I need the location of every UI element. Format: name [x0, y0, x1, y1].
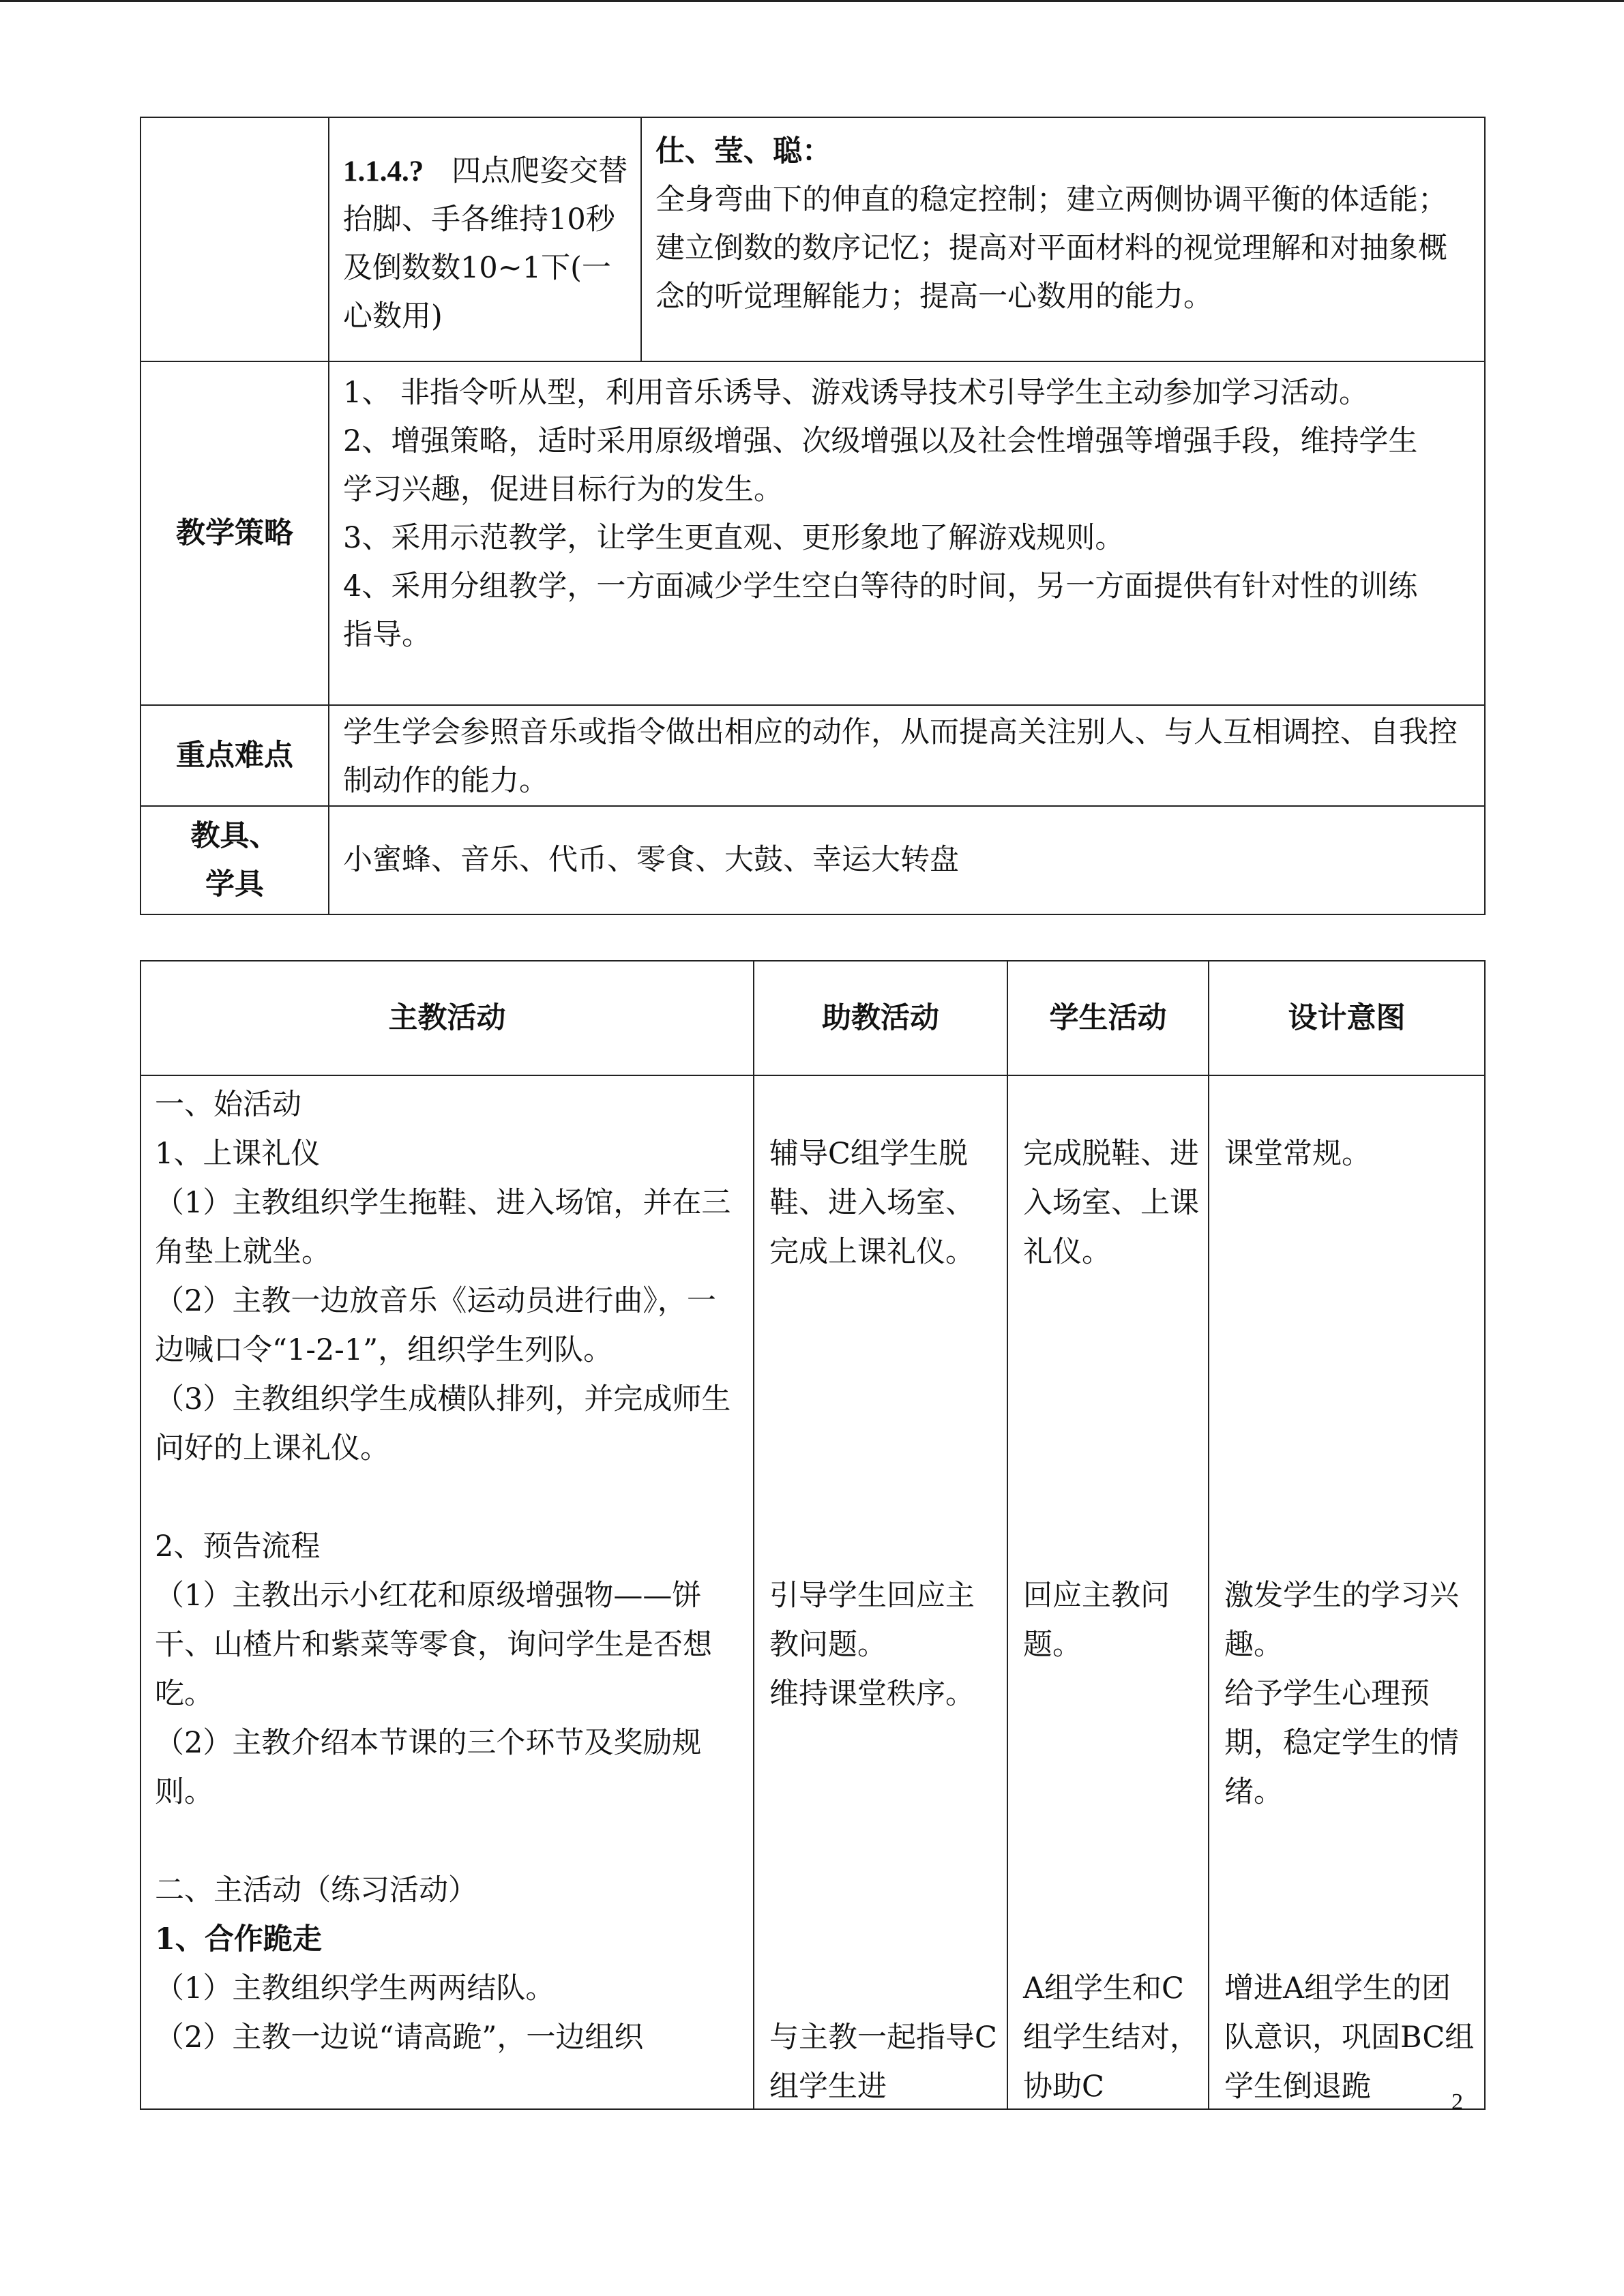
intent-line-2a: 激发学生的学习兴趣。 [1224, 1579, 1459, 1662]
key-points-row [141, 705, 1485, 806]
key-points-text: 学生学会参照音乐或指令做出相应的动作，从而提高关注别人、与人互相调控、自我控制动作的能力。 [329, 705, 1485, 806]
goal-students: 仕、莹、聪： [655, 134, 831, 168]
step-1-1-a: （1）主教组织学生拖鞋、进入场馆，并在三角垫上就坐。 [155, 1186, 731, 1269]
student-line-2: 回应主教问题。 [1023, 1579, 1170, 1662]
intent-line-1: 课堂常规。 [1224, 1137, 1371, 1171]
student-activity-cell [1007, 1075, 1209, 2109]
design-intent-cell [1209, 1075, 1485, 2109]
step-2-1-b: （2）主教一边说“请高跪”，一边组织 [155, 2021, 644, 2055]
step-class-etiquette: 1、上课礼仪 [155, 1137, 321, 1171]
step-preview: 2、预告流程 [155, 1530, 321, 1564]
section-main: 二、主活动（练习活动） [155, 1873, 477, 1907]
spacer [155, 1473, 741, 1522]
spacer [155, 1817, 741, 1866]
step-1-2-a: （1）主教出示小红花和原级增强物——饼干、山楂片和紫菜等零食，询问学生是否想吃。 [155, 1579, 712, 1711]
goals-label-cell [141, 117, 329, 361]
assistant-line-2b: 维持课堂秩序。 [769, 1677, 975, 1711]
intent-line-3: 增进A组学生的团队意识，巩固BC组学生倒退跪 [1224, 1971, 1475, 2104]
goal-cell [329, 117, 641, 361]
main-activity-cell [141, 1075, 754, 2109]
activity-body-row [141, 1075, 1485, 2109]
goals-row [141, 117, 1485, 361]
goal-text: 四点爬姿交替抬脚、手各维持10秒及倒数数10~1下(一心数用) [343, 154, 628, 333]
assistant-line-3: 与主教一起指导C组学生进 [769, 2021, 997, 2104]
activity-table [140, 960, 1486, 2110]
goal-detail-cell [641, 117, 1485, 361]
step-1-1-b: （2）主教一边放音乐《运动员进行曲》，一边喊口令“1-2-1”，组织学生列队。 [155, 1284, 716, 1367]
lesson-info-table [140, 117, 1486, 915]
strategy-label: 教学策略 [141, 361, 329, 705]
step-1-2-b: （2）主教介绍本节课的三个环节及奖励规则。 [155, 1726, 702, 1809]
strategy-item-4: 4、采用分组教学，一方面减少学生空白等待的时间，另一方面提供有针对性的训练指导。 [343, 569, 1418, 652]
activity-header-row [141, 961, 1485, 1075]
goal-content: 全身弯曲下的伸直的稳定控制；建立两侧协调平衡的体适能；建立倒数的数序记忆；提高对平面材料的视觉理解和对抽象概念的听觉理解能力；提高一心数用的能力。 [655, 183, 1447, 314]
student-line-1: 完成脱鞋、进入场室、上课礼仪。 [1023, 1137, 1199, 1269]
assistant-line-2a: 引导学生回应主教问题。 [769, 1579, 975, 1662]
tools-row [141, 806, 1485, 914]
strategy-item-3: 3、采用示范教学，让学生更直观、更形象地了解游戏规则。 [343, 521, 1125, 555]
section-start: 一、始活动 [155, 1088, 301, 1122]
intent-line-2b: 给予学生心理预期，稳定学生的情绪。 [1224, 1677, 1459, 1809]
assistant-line-1: 辅导C组学生脱鞋、进入场室、完成上课礼仪。 [769, 1137, 975, 1269]
strategy-item-1: 1、 非指令听从型，利用音乐诱导、游戏诱导技术引导学生主动参加学习活动。 [343, 376, 1369, 410]
header-assistant-activity: 助教活动 [754, 961, 1007, 1075]
tools-text: 小蜜蜂、音乐、代币、零食、大鼓、幸运大转盘 [329, 806, 1485, 914]
step-cooperative-kneel-walk: 1、合作跪走 [155, 1922, 322, 1956]
strategy-item-2: 2、增强策略，适时采用原级增强、次级增强以及社会性增强等增强手段，维持学生学习兴趣，促进目标行为的发生。 [343, 424, 1418, 507]
page-top-border [0, 0, 1624, 2]
header-main-activity: 主教活动 [141, 961, 754, 1075]
assistant-activity-cell [754, 1075, 1007, 2109]
goal-code: 1.1.4.? [343, 155, 424, 188]
header-student-activity: 学生活动 [1007, 961, 1209, 1075]
strategy-content [329, 361, 1485, 705]
step-1-1-c: （3）主教组织学生成横队排列，并完成师生问好的上课礼仪。 [155, 1382, 731, 1465]
header-design-intent: 设计意图 [1209, 961, 1485, 1075]
strategy-row [141, 361, 1485, 705]
step-2-1-a: （1）主教组织学生两两结队。 [155, 1971, 555, 2006]
page-number: 2 [1451, 2089, 1463, 2115]
key-points-label: 重点难点 [141, 705, 329, 806]
tools-label: 教具、学具 [141, 806, 329, 914]
student-line-3: A组学生和C组学生结对，协助C [1023, 1971, 1199, 2104]
